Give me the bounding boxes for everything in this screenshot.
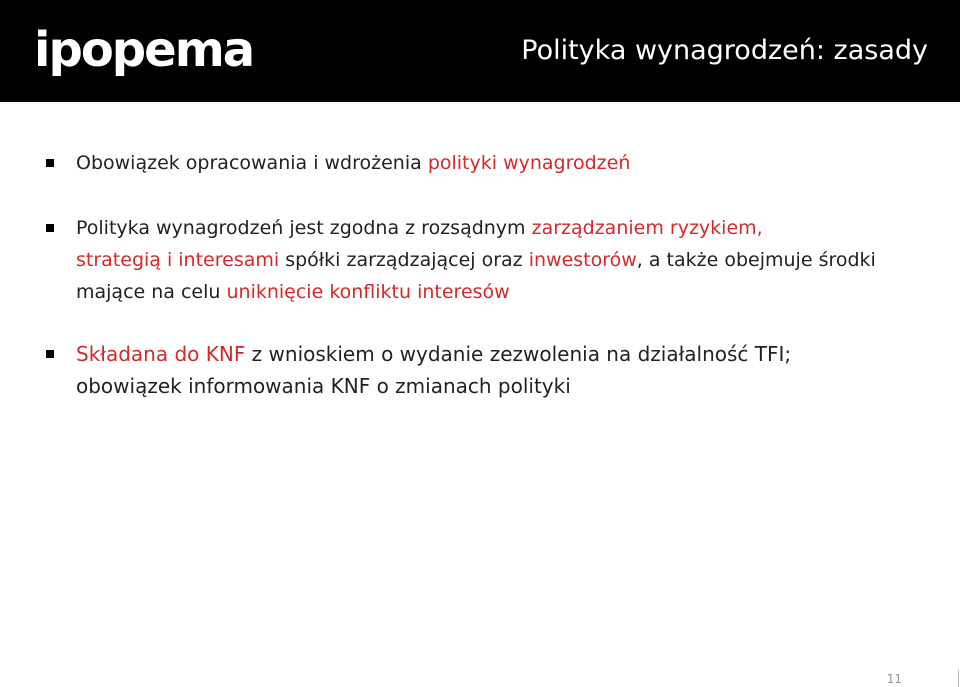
text: Polityka wynagrodzeń jest zgodna z rozsądnym: [76, 217, 532, 239]
highlight-text: strategią i interesami: [76, 249, 280, 271]
bullet-item-2: [76, 212, 896, 308]
ipopema-logo: ipopema: [34, 22, 254, 78]
page-divider: [958, 670, 959, 687]
highlight-text: uniknięcie konfliktu interesów: [226, 281, 510, 303]
highlight-text: Składana do KNF: [76, 342, 246, 366]
highlight-text: zarządzaniem ryzykiem,: [531, 217, 763, 239]
text: Obowiązek opracowania i wdrożenia: [76, 152, 428, 174]
bullet-square-icon: [46, 159, 54, 167]
bullet-square-icon: [46, 350, 54, 358]
bullet-item-3: [76, 338, 896, 402]
text: spółki zarządzającej oraz: [279, 249, 529, 271]
slide-title: Polityka wynagrodzeń: zasady: [521, 35, 928, 66]
bullet-square-icon: [46, 224, 54, 232]
text: , a także obejmuje środki mające na celu: [76, 249, 876, 303]
bullet-item-1: [76, 150, 896, 176]
text: z wnioskiem o wydanie zezwolenia na działalność TFI; obowiązek informowania KNF o zmianach polityki: [76, 342, 792, 398]
highlight-text: inwestorów: [528, 249, 637, 271]
highlight-text: polityki wynagrodzeń: [427, 152, 631, 174]
page-number: 11: [886, 672, 902, 686]
